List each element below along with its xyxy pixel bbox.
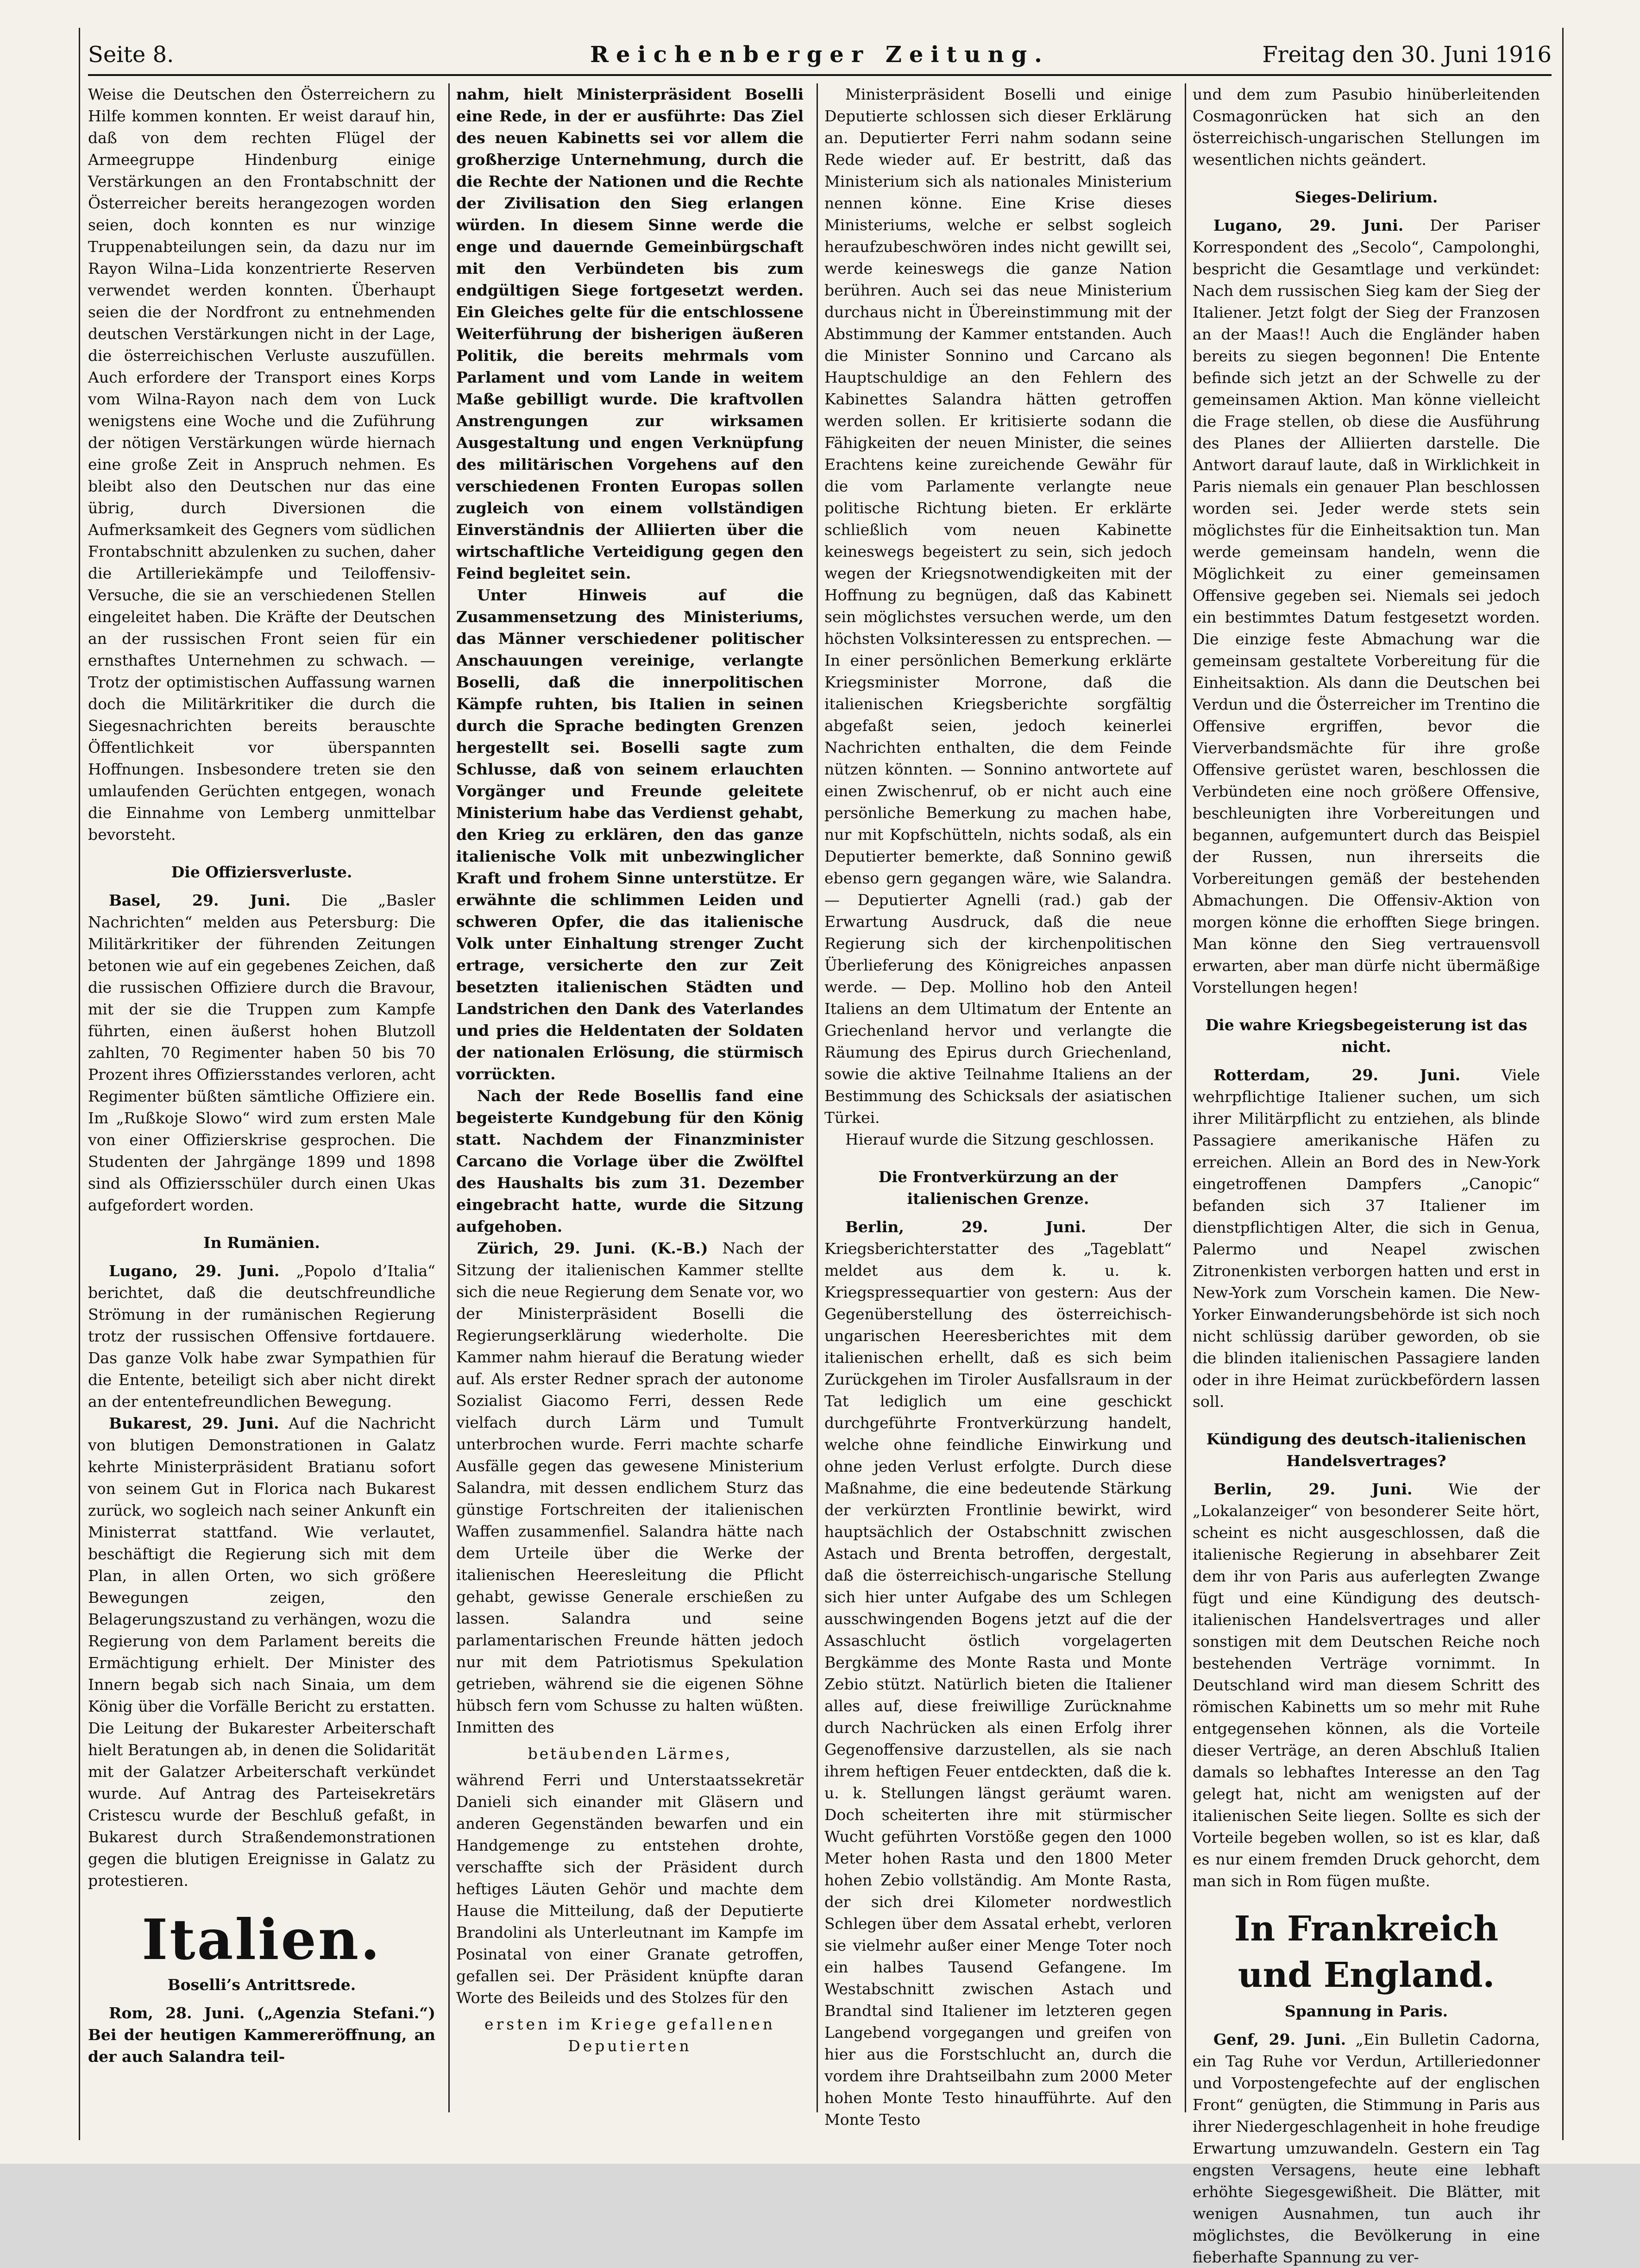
interheading: betäubenden Lärmes,	[528, 1745, 732, 1763]
article-text: Nach der Rede Bosellis fand eine begeisterte Kundgebung für den König statt. Nachdem der Finanzminister Carcano die Vorlage über die Zwölftel des Haushalts bis zum 31. Dezember eingebracht hatte, wurde die Sitzung aufgehoben.	[456, 1087, 804, 1235]
column-2	[456, 83, 804, 2112]
column-3	[824, 83, 1172, 2129]
dateline: Rom, 28. Juni. („Agenzia Stefani.“)	[109, 2004, 435, 2022]
section-title: Italien.	[142, 1907, 382, 1972]
article-text: während Ferri und Unterstaatssekretär Danieli sich einander mit Gläsern und anderen Gegenständen bewarfen und ein Handgemenge zu entstehen drohte, verschaffte sich der Präsident durch heftiges Läuten Gehör und machte dem Hause die Mitteilung, daß der Deputierte Brandolini als Unterleutnant im Kampfe im Posinatal von einer Granate getroffen, gefallen sei. Der Präsident knüpfte daran Worte des Beileids und des Stolzes für den	[456, 1771, 804, 2007]
article-text: Weise die Deutschen den Österreichern zu Hilfe kommen konnten. Er weist darauf hin, daß von dem rechten Flügel der Armeegruppe Hindenburg einige Verstärkungen an den Frontabschnitt der Österreicher bereits herangezogen worden seien, doch konnten es nur winzige Truppenabteilungen sein, da dazu nur im Rayon Wilna–Lida konzentrierte Reserven verwendet werden konnten. Überhaupt seien die der Nordfront zu entnehmenden deutschen Verstärkungen nicht in der Lage, die österreichischen Verluste auszufüllen. Auch erfordere der Transport eines Korps vom Wilna-Rayon nach dem von Luck wenigstens eine Woche und die Zuführung der nötigen Verstärkungen würde hiernach eine große Zeit in Anspruch nehmen. Es bleibt also den Deutschen nur das eine übrig, durch Diversionen die Aufmerksamkeit des Gegners vom südlichen Frontabschnitt abzulenken zu suchen, daher die Artilleriekämpfe und Teiloffensiv-Versuche, die sie an verschiedenen Stellen eingeleitet haben. Die Kräfte der Deutschen an der russischen Front seien für ein ernsthaftes Unternehmen zu schwach. — Trotz der optimistischen Auffassung warnen doch die Militärkritiker die durch die Siegesnachrichten bereits berauschte Öffentlichkeit vor überspannten Hoffnungen. Insbesondere treten sie den umlaufenden Gerüchten entgegen, wonach die Einnahme von Lemberg unmittelbar bevorsteht.	[88, 85, 435, 844]
dateline: Zürich, 29. Juni. (K.-B.)	[477, 1239, 708, 1257]
article-text: Zürich, 29. Juni. (K.-B.) Nach der Sitzung der italienischen Kammer stellte sich die neue Regierung dem Senate vor, wo der Ministerpräsident Boselli die Regierungserklärung wiederholte. Die Kammer nahm hierauf die Beratung wieder auf. Als erster Redner sprach der autonome Sozialist Giacomo Ferri, dessen Rede vielfach durch Lärm und Tumult unterbrochen wurde. Ferri machte scharfe Ausfälle gegen das gewesene Ministerium Salandra, mit dessen endlichem Sturz das günstige Fortschreiten der italienischen Waffen zusammenfiel. Salandra hätte nach dem Urteile über die Werke der italienischen Heeresleitung die Pflicht gehabt, gewisse Generale erschießen zu lassen. Salandra und seine parlamentarischen Freunde hätten jedoch nur mit dem Patriotismus Spekulation getrieben, während sie die eigenen Söhne hübsch fern vom Schusse zu halten wüßten. Inmitten des	[456, 1239, 804, 1736]
article-text: Berlin, 29. Juni. Wie der „Lokalanzeiger“ von besonderer Seite hört, scheint es nicht ausgeschlossen, daß die italienische Regierung in absehbarer Zeit dem ihr von Paris aus auferlegten Zwange fügt und eine Kündigung des deutsch-italienischen Handelsvertrages und aller sonstigen mit dem Deutschen Reiche noch bestehenden Verträge vornimmt. In Deutschland wird man diesem Schritt des römischen Kabinetts um so mehr mit Ruhe entgegensehen können, als die Vorteile dieser Verträge, an deren Abschluß Italien damals so lebhaftes Interesse an den Tag gelegt hat, nicht am wenigsten auf der italienischen Seite liegen. Sollte es sich der Vorteile begeben wollen, so ist es klar, daß es nur einem fremden Druck gehorcht, dem man sich in Rom fügen mußte.	[1193, 1480, 1540, 1890]
article-text: Unter Hinweis auf die Zusammensetzung des Ministeriums, das Männer verschiedener politischer Anschauungen vereinige, verlangte Boselli, daß die innerpolitischen Kämpfe ruhten, bis Italien in seinen durch die Sprache bedingten Grenzen hergestellt sei. Boselli sagte zum Schlusse, daß von seinem erlauchten Vorgänger und Freunde geleitete Ministerium habe das Verdienst gehabt, den Krieg zu erklären, den das ganze italienische Volk mit unbezwinglicher Kraft und frohem Sinne unterstütze. Er erwähnte die schlimmen Leiden und schweren Opfer, die das italienische Volk unter Einhaltung strenger Zucht ertrage, versicherte den zur Zeit besetzten italienischen Städten und Landstrichen den Dank des Vaterlandes und pries die Heldentaten der Soldaten der nationalen Erlösung, die stürmisch vorrückten.	[456, 586, 804, 1083]
article-text: Bukarest, 29. Juni. Auf die Nachricht von blutigen Demonstrationen in Galatz kehrte Ministerpräsident Bratianu sofort von seinem Gut in Florica nach Bukarest zurück, wo sogleich nach seiner Ankunft ein Ministerrat stattfand. Wie verlautet, beschäftigt die Regierung sich mit dem Plan, in allen Orten, wo sich größere Bewegungen zeigen, den Belagerungszustand zu verhängen, wozu die Regierung von dem Parlament bereits die Ermächtigung erhielt. Der Minister des Innern begab sich nach Sinaia, um dem König über die Vorfälle Bericht zu erstatten. Die Leitung der Bukarester Arbeiterschaft hielt Beratungen ab, in denen die Solidarität mit der Galatzer Arbeiterschaft verkündet wurde. Auf Antrag des Parteisekretärs Cristescu wurde der Beschluß gefaßt, in Bukarest durch Straßendemonstrationen gegen die blutigen Ereignisse in Galatz zu protestieren.	[88, 1414, 435, 1890]
article-text: Hierauf wurde die Sitzung geschlossen.	[845, 1130, 1155, 1148]
page-number: Seite 8.	[88, 42, 174, 68]
section-heading: Sieges-Delirium.	[1294, 188, 1438, 206]
column-1	[88, 83, 435, 2112]
section-subtitle: Boselli’s Antrittsrede.	[167, 1976, 356, 1994]
article-text: und dem zum Pasubio hinüberleitenden Cosmagonrücken hat sich an den österreichisch-ungarischen Stellungen im wesentlichen nichts geändert.	[1193, 85, 1540, 169]
article-text: Ministerpräsident Boselli und einige Deputierte schlossen sich dieser Erklärung an. Deputierter Ferri nahm sodann seine Rede wieder auf. Er bestritt, daß das Ministerium sich als nationales Ministerium nennen könne. Eine Krise dieses Ministeriums, welche er selbst sogleich heraufzubeschwören indes nicht gewillt sei, werde keineswegs die ganze Nation berühren. Auch sei das neue Ministerium durchaus nicht in Übereinstimmung mit der Abstimmung der Kammer entstanden. Auch die Minister Sonnino und Carcano als Hauptschuldige an den Fehlern des Kabinettes Salandra hätten getroffen werden sollen. Er kritisierte sodann die Fähigkeiten der neuen Minister, die seines Erachtens keine zureichende Gewähr für die vom Parlamente verlangte neue politische Richtung bieten. Er erklärte schließlich vom neuen Kabinette keineswegs begeistert zu sein, sich jedoch wegen der Kriegsnotwendigkeiten mit der Hoffnung zu begnügen, daß das Kabinett sein möglichstes versuchen werde, um den höchsten Volksinteressen zu entsprechen. — In einer persönlichen Bemerkung erklärte Kriegsminister Morrone, daß die italienischen Kriegsberichte sorgfältig abgefaßt seien, jedoch keinerlei Nachrichten enthalten, die dem Feinde nützen könnten. — Sonnino antwortete auf einen Zwischenruf, ob er nicht auch eine persönliche Bemerkung zu machen habe, nur mit Kopfschütteln, nichts sodaß, als ein Deputierter bemerkte, daß Sonnino gewiß ebenso gern gegangen wäre, wie Salandra. — Deputierter Agnelli (rad.) gab der Erwartung Ausdruck, daß die neue Regierung sich der kirchenpolitischen Überlieferung des Königreiches anpassen werde. — Dep. Mollino hob den Anteil Italiens an dem Ultimatum der Entente an Griechenland hervor und verlangte die Räumung des Epirus durch Griechenland, sowie die aktive Teilnahme Italiens an der Bestimmung des Schicksals der asiatischen Türkei.	[824, 85, 1172, 1127]
section-heading: Die Offiziersverluste.	[171, 863, 352, 881]
article-text: Rom, 28. Juni. („Agenzia Stefani.“) Bei der heutigen Kammereröffnung, an der auch Salandra teil-	[88, 2004, 435, 2066]
section-title: In Frankreich und England.	[1234, 1909, 1499, 1995]
article-text: nahm, hielt Ministerpräsident Boselli eine Rede, in der er ausführte: Das Ziel des neuen Kabinetts sei vor allem die großherzige Unternehmung, durch die die Rechte der Nationen und die Rechte der Zivilisation den Sieg erlangen würden. In diesem Sinne werde die enge und dauernde Gemeinbürgschaft mit den Verbündeten bis zum endgültigen Siege fortgesetzt werden. Ein Gleiches gelte für die entschlossene Weiterführung der bisherigen äußeren Politik, die bereits mehrmals vom Parlament und vom Lande in weitem Maße gebilligt wurde. Die kraftvollen Anstrengungen zur wirksamen Ausgestaltung und engen Verknüpfung des militärischen Vorgehens auf den verschiedenen Fronten Europas sollen zugleich von einem vollständigen Einverständnis der Alliierten über die wirtschaftliche Verteidigung gegen den Feind begleitet sein.	[456, 85, 804, 582]
page-header	[88, 32, 1552, 76]
dateline: Lugano, 29. Juni.	[1213, 216, 1404, 234]
section-heading: In Rumänien.	[203, 1234, 320, 1252]
column-rule	[448, 83, 450, 2112]
section-heading: Kündigung des deutsch-italienischen Handelsvertrages?	[1206, 1430, 1527, 1470]
dateline: Berlin, 29. Juni.	[1213, 1480, 1413, 1498]
article-text: Lugano, 29. Juni. Der Pariser Korrespondent des „Secolo“, Campolonghi, bespricht die Gesamtlage und verkündet: Nach dem russischen Sieg kam der Sieg der Italiener. Jetzt folgt der Sieg der Franzosen an der Maas!! Auch die Engländer haben bereits zu siegen begonnen! Die Entente befinde sich jetzt an der Schwelle zu der gemeinsamen Aktion. Man könne vielleicht die Frage stellen, ob diese die Ausführung des Planes der Alliierten darstelle. Die Antwort darauf laute, daß in Wirklichkeit in Paris niemals ein genauer Plan beschlossen worden sei. Jeder werde stets sein möglichstes für die Einheitsaktion tun. Man werde gemeinsam handeln, wenn die Möglichkeit zu einer gemeinsamen Offensive gegeben sei. Niemals sei jedoch ein bestimmtes Datum festgesetzt worden. Die einzige feste Abmachung war die gemeinsam gestaltete Vorbereitung für die Einheitsaktion. Als dann die Deutschen bei Verdun und die Österreicher im Trentino die Offensive ergriffen, bevor die Vierverbandsmächte für ihre große Offensive gerüstet waren, beschlossen die Verbündeten eine noch größere Offensive, beschleunigten ihre Vorbereitungen und begannen, aufgemuntert durch das Beispiel der Russen, nun ihrerseits die Vorbereitungen gemäß der bestehenden Abmachungen. Die Offensiv-Aktion von morgen könne die erhofften Siege bringen. Man könne den Sieg vertrauensvoll erwarten, aber man dürfe nicht übermäßige Vorstellungen hegen!	[1193, 216, 1540, 996]
dateline: Berlin, 29. Juni.	[845, 1218, 1087, 1236]
article-text: Berlin, 29. Juni. Der Kriegsberichterstatter des „Tageblatt“ meldet aus dem k. u. k. Kriegspressequartier von gestern: Aus der Gegenüberstellung des österreichisch-ungarischen Heeresberichtes mit dem italienischen erhellt, daß es sich beim Zurückgehen im Tiroler Ausfallsraum in der Tat lediglich um eine geschickt durchgeführte Frontverkürzung handelt, welche ohne feindliche Einwirkung und ohne jeden Verlust erfolgte. Durch diese Maßnahme, die eine bedeutende Stärkung der verkürzten Frontlinie bewirkt, wird hauptsächlich der Ostabschnitt zwischen Astach und Brenta betroffen, dergestalt, daß die österreichisch-ungarische Stellung sich hier unter Aufgabe des um Schlegen ausschwingenden Bogens jetzt auf die der Assaschlucht östlich vorgelagerten Bergkämme des Monte Rasta und Monte Zebio stützt. Natürlich bieten die Italiener alles auf, diese freiwillige Zurücknahme durch Nachrücken als einen Erfolg ihrer Gegenoffensive darzustellen, als sie nach ihrem heftigen Feuer entdeckten, daß die k. u. k. Stellungen längst geräumt waren. Doch scheiterten ihre mit stürmischer Wucht geführten Vorstöße gegen den 1000 Meter hohen Rasta und den 1800 Meter hohen Zebio vollständig. Am Monte Rasta, der sich drei Kilometer nordwestlich Schlegen über dem Assatal erhebt, verloren sie vielmehr außer einer Menge Toter noch ein halbes Tausend Gefangene. Im Westabschnitt zwischen Astach und Brandtal sind Italiener im letzteren gegen Langebend vorgegangen und greifen von hier aus die Forstschlucht an, durch die vordem ihre Drahtseilbahn zum 2000 Meter hohen Monte Testo hinaufführte. Auf den Monte Testo	[824, 1218, 1172, 2129]
masthead: Reichenberger Zeitung.	[590, 42, 1049, 68]
dateline: Bukarest, 29. Juni.	[109, 1414, 279, 1432]
section-heading: Die Frontverkürzung an der italienischen Grenze.	[878, 1168, 1118, 1208]
issue-date: Freitag den 30. Juni 1916	[1262, 42, 1552, 68]
dateline: Genf, 29. Juni.	[1213, 2030, 1346, 2048]
column-rule	[817, 83, 818, 2112]
article-text: Lugano, 29. Juni. „Popolo d’Italia“ berichtet, daß die deutschfreundliche Strömung in der rumänischen Regierung trotz der russischen Offensive fortdauere. Das ganze Volk habe zwar Sympathien für die Entente, beteiligt sich aber nicht direkt an der ententefreundlichen Bewegung.	[88, 1262, 435, 1411]
article-text: Basel, 29. Juni. Die „Basler Nachrichten“ melden aus Petersburg: Die Militärkritiker der führenden Zeitungen betonen wie auf ein gegebenes Zeichen, daß die russischen Offiziere durch die Bravour, mit der sie die Truppen zum Kampfe führten, einen äußerst hohen Blutzoll zahlten, 70 Regimenter haben 50 bis 70 Prozent ihres Offiziersstandes verloren, acht Regimenter büßten sämtliche Offiziere ein. Im „Rußkoje Slowo“ wird zum ersten Male von einer Offizierskrise gesprochen. Die Studenten der Jahrgänge 1899 und 1898 sind als Offiziersschüler durch einen Ukas aufgefordert worden.	[88, 891, 435, 1214]
section-subtitle: Spannung in Paris.	[1284, 2002, 1448, 2020]
section-heading: Die wahre Kriegsbegeisterung ist das nicht.	[1205, 1016, 1527, 1056]
column-rule	[1185, 83, 1186, 2112]
article-tail: ersten im Kriege gefallenen Deputierten	[484, 2015, 775, 2055]
dateline: Rotterdam, 29. Juni.	[1213, 1066, 1461, 1084]
dateline: Basel, 29. Juni.	[109, 891, 291, 909]
article-text: Genf, 29. Juni. „Ein Bulletin Cadorna, ein Tag Ruhe vor Verdun, Artilleriedonner und Vorpostengefechte auf der englischen Front“ genügten, die Stimmung in Paris aus ihrer Niedergeschlagenheit in hohe freudige Erwartung umzuwandeln. Gestern ein Tag engsten Versagens, heute eine lebhaft erhöhte Siegesgewißheit. Die Blätter, mit wenigen Ausnahmen, tun auch ihr möglichstes, die Bevölkerung in eine fieberhafte Spannung zu ver-	[1193, 2030, 1540, 2266]
dateline: Lugano, 29. Juni.	[109, 1262, 280, 1280]
article-text: Rotterdam, 29. Juni. Viele wehrpflichtige Italiener suchen, um sich ihrer Militärpflicht zu entziehen, als blinde Passagiere amerikanische Häfen zu erreichen. Allein an Bord des in New-York eingetroffenen Dampfers „Canopic“ befanden sich 37 Italiener im dienstpflichtigen Alter, die sich in Genua, Palermo und Neapel zwischen Zitronenkisten verborgen hatten und erst in New-York zum Vorschein kamen. Die New-Yorker Einwanderungsbehörde ist sich noch nicht schlüssig darüber geworden, ob sie die blinden italienischen Passagiere landen oder in ihre Heimat zurückbefördern lassen soll.	[1193, 1066, 1540, 1411]
column-4	[1193, 83, 1540, 2266]
